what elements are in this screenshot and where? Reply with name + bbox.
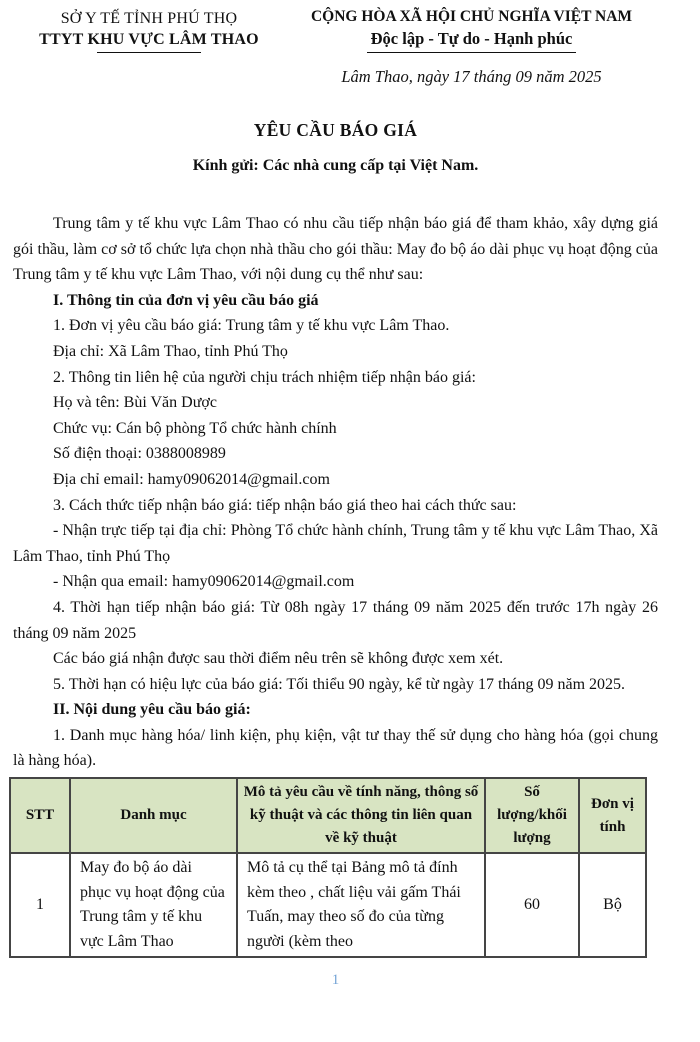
salutation-line: Kính gửi: Các nhà cung cấp tại Việt Nam. xyxy=(192,157,479,174)
paragraph-contact-phone: Số điện thoại: 0388008989 xyxy=(53,445,226,463)
document-body xyxy=(13,211,658,774)
cell-so-luong: 60 xyxy=(485,853,579,957)
national-motto xyxy=(285,28,658,53)
issuing-org-block xyxy=(13,6,285,92)
paragraph-deadline: 4. Thời hạn tiếp nhận báo giá: Từ 08h ngày 17 tháng 09 năm 2025 đến trước 17h ngày 26 tháng 09 năm 2025 xyxy=(13,598,658,642)
header-cell-danh-muc: Danh mục xyxy=(70,778,237,853)
header-cell-mo-ta: Mô tả yêu cầu về tính năng, thông số kỹ thuật và các thông tin liên quan về kỹ thuật xyxy=(237,778,485,853)
paragraph-validity: 5. Thời hạn có hiệu lực của báo giá: Tối thiểu 90 ngày, kể từ ngày 17 tháng 09 năm 2025. xyxy=(53,675,626,693)
paragraph-address: Địa chỉ: Xã Lâm Thao, tỉnh Phú Thọ xyxy=(53,342,288,360)
paragraph-receive-email: - Nhận qua email: hamy09062014@gmail.com xyxy=(53,573,355,591)
paragraph-late-note: Các báo giá nhận được sau thời điểm nêu trên sẽ không được xem xét. xyxy=(53,650,504,668)
document-title: YÊU CẦU BÁO GIÁ xyxy=(253,120,418,140)
goods-table-row xyxy=(10,853,646,957)
document-header xyxy=(13,6,658,92)
paragraph-contact-heading: 2. Thông tin liên hệ của người chịu trách nhiệm tiếp nhận báo giá: xyxy=(53,368,476,386)
cell-stt: 1 xyxy=(10,853,70,957)
paragraph-unit: 1. Đơn vị yêu cầu báo giá: Trung tâm y tế khu vực Lâm Thao. xyxy=(53,317,450,335)
paragraph-intro: Trung tâm y tế khu vực Lâm Thao có nhu cầu tiếp nhận báo giá để tham khảo, xây dựng giá gói thầu, làm cơ sở tổ chức lựa chọn nhà thầu cho gói thầu: May đo bộ áo dài phục vụ hoạt động của Trung tâm y tế khu vực Lâm Thao, với nội dung cụ thể như sau: xyxy=(13,215,658,284)
paragraph-contact-email: Địa chỉ email: hamy09062014@gmail.com xyxy=(53,470,330,488)
paragraph-contact-name: Họ và tên: Bùi Văn Dược xyxy=(53,394,217,412)
section-heading-2: II. Nội dung yêu cầu báo giá: xyxy=(53,701,251,719)
paragraph-goods-list-intro: 1. Danh mục hàng hóa/ linh kiện, phụ kiện, vật tư thay thế sử dụng cho hàng hóa (gọi chung là hàng hóa). xyxy=(13,726,658,770)
paragraph-receive-direct: - Nhận trực tiếp tại địa chỉ: Phòng Tổ chức hành chính, Trung tâm y tế khu vực Lâm Thao, Xã Lâm Thao, tỉnh Phú Thọ xyxy=(13,522,658,565)
header-cell-stt: STT xyxy=(10,778,70,853)
paragraph-receive-methods: 3. Cách thức tiếp nhận báo giá: tiếp nhận báo giá theo hai cách thức sau: xyxy=(53,496,517,514)
header-cell-don-vi: Đơn vị tính xyxy=(579,778,646,853)
national-title: CỘNG HÒA XÃ HỘI CHỦ NGHĨA VIỆT NAM xyxy=(310,8,633,25)
cell-don-vi: Bộ xyxy=(579,853,646,957)
national-motto-text: Độc lập - Tự do - Hạnh phúc xyxy=(367,28,577,53)
org-name: TTYT KHU VỰC LÂM THAO xyxy=(39,31,259,48)
section-heading-1: I. Thông tin của đơn vị yêu cầu báo giá xyxy=(53,291,319,309)
goods-table xyxy=(9,777,647,958)
org-underline-rule xyxy=(97,52,201,53)
cell-mo-ta: Mô tả cụ thể tại Bảng mô tả đính kèm theo , chất liệu vải gấm Thái Tuấn, may theo số đo của từng người (kèm theo xyxy=(237,853,485,957)
page-number: 1 xyxy=(331,972,340,989)
national-header-block xyxy=(285,6,658,92)
paragraph-contact-role: Chức vụ: Cán bộ phòng Tổ chức hành chính xyxy=(53,419,337,437)
goods-table-header-row xyxy=(10,778,646,853)
header-cell-so-luong: Số lượng/khối lượng xyxy=(485,778,579,853)
cell-danh-muc: May đo bộ áo dài phục vụ hoạt động của Trung tâm y tế khu vực Lâm Thao xyxy=(70,853,237,957)
date-line: Lâm Thao, ngày 17 tháng 09 năm 2025 xyxy=(341,67,602,86)
org-parent-name: SỞ Y TẾ TỈNH PHÚ THỌ xyxy=(60,10,238,27)
